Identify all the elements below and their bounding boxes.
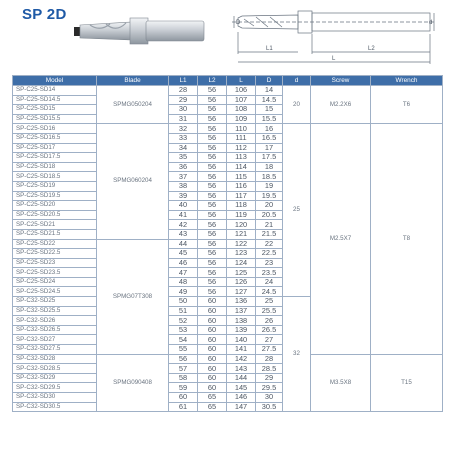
l1-cell: 42 bbox=[169, 220, 198, 230]
model-cell: SP-C25-SD17 bbox=[13, 143, 97, 153]
l2-cell: 65 bbox=[198, 402, 227, 412]
l1-cell: 61 bbox=[169, 402, 198, 412]
l1-cell: 39 bbox=[169, 191, 198, 201]
l1-cell: 50 bbox=[169, 297, 198, 307]
col-d-small-header: d bbox=[283, 76, 311, 86]
d-cell: 15.5 bbox=[256, 114, 283, 124]
model-cell: SP-C25-SD21.5 bbox=[13, 229, 97, 239]
model-cell: SP-C32-SD30 bbox=[13, 393, 97, 403]
col-wrench-header: Wrench bbox=[371, 76, 443, 86]
wrench-cell: T15 bbox=[371, 354, 443, 412]
model-cell: SP-C25-SD20 bbox=[13, 201, 97, 211]
l-cell: 145 bbox=[227, 383, 256, 393]
model-cell: SP-C25-SD19.5 bbox=[13, 191, 97, 201]
l-cell: 121 bbox=[227, 229, 256, 239]
l2-cell: 56 bbox=[198, 86, 227, 96]
d-cell: 29 bbox=[256, 373, 283, 383]
dimension-drawing bbox=[228, 6, 438, 68]
l1-cell: 58 bbox=[169, 373, 198, 383]
shank-d-cell: 25 bbox=[283, 124, 311, 297]
l1-cell: 43 bbox=[169, 229, 198, 239]
l1-cell: 33 bbox=[169, 133, 198, 143]
table-row bbox=[13, 124, 443, 134]
d-cell: 20 bbox=[256, 201, 283, 211]
l1-cell: 51 bbox=[169, 306, 198, 316]
l1-cell: 46 bbox=[169, 258, 198, 268]
l2-cell: 56 bbox=[198, 124, 227, 134]
d-cell: 29.5 bbox=[256, 383, 283, 393]
model-cell: SP-C32-SD29.5 bbox=[13, 383, 97, 393]
l2-cell: 56 bbox=[198, 210, 227, 220]
l1-cell: 47 bbox=[169, 268, 198, 278]
model-cell: SP-C32-SD27.5 bbox=[13, 345, 97, 355]
l2-cell: 60 bbox=[198, 297, 227, 307]
blade-cell: SPMG050204 bbox=[97, 86, 169, 124]
d-cell: 28 bbox=[256, 354, 283, 364]
d-cell: 22.5 bbox=[256, 249, 283, 259]
l1-cell: 44 bbox=[169, 239, 198, 249]
l2-cell: 56 bbox=[198, 105, 227, 115]
col-d-large-header: D bbox=[256, 76, 283, 86]
l-cell: 119 bbox=[227, 210, 256, 220]
l1-cell: 28 bbox=[169, 86, 198, 96]
l-cell: 108 bbox=[227, 105, 256, 115]
l1-cell: 29 bbox=[169, 95, 198, 105]
label-D: D bbox=[236, 20, 241, 26]
l1-cell: 56 bbox=[169, 354, 198, 364]
l-cell: 144 bbox=[227, 373, 256, 383]
l-cell: 117 bbox=[227, 191, 256, 201]
d-cell: 27 bbox=[256, 335, 283, 345]
l2-cell: 56 bbox=[198, 287, 227, 297]
l-cell: 143 bbox=[227, 364, 256, 374]
d-cell: 14.5 bbox=[256, 95, 283, 105]
d-cell: 17.5 bbox=[256, 153, 283, 163]
l2-cell: 56 bbox=[198, 268, 227, 278]
d-cell: 23 bbox=[256, 258, 283, 268]
l2-cell: 56 bbox=[198, 229, 227, 239]
l1-cell: 57 bbox=[169, 364, 198, 374]
d-cell: 21.5 bbox=[256, 229, 283, 239]
model-cell: SP-C25-SD22.5 bbox=[13, 249, 97, 259]
d-cell: 27.5 bbox=[256, 345, 283, 355]
model-cell: SP-C25-SD18 bbox=[13, 162, 97, 172]
l-cell: 110 bbox=[227, 124, 256, 134]
label-d: d bbox=[429, 20, 433, 26]
l2-cell: 60 bbox=[198, 364, 227, 374]
shank-d-cell: 20 bbox=[283, 86, 311, 124]
d-cell: 22 bbox=[256, 239, 283, 249]
l-cell: 118 bbox=[227, 201, 256, 211]
d-cell: 24.5 bbox=[256, 287, 283, 297]
l-cell: 140 bbox=[227, 335, 256, 345]
l-cell: 106 bbox=[227, 86, 256, 96]
l1-cell: 36 bbox=[169, 162, 198, 172]
l1-cell: 30 bbox=[169, 105, 198, 115]
l2-cell: 56 bbox=[198, 181, 227, 191]
model-cell: SP-C32-SD28 bbox=[13, 354, 97, 364]
drill-photo bbox=[70, 10, 210, 50]
d-cell: 30 bbox=[256, 393, 283, 403]
model-cell: SP-C25-SD16.5 bbox=[13, 133, 97, 143]
model-cell: SP-C32-SD25.5 bbox=[13, 306, 97, 316]
page-title: SP 2D bbox=[22, 6, 67, 23]
l2-cell: 56 bbox=[198, 153, 227, 163]
l1-cell: 60 bbox=[169, 393, 198, 403]
l-cell: 122 bbox=[227, 239, 256, 249]
model-cell: SP-C25-SD14.5 bbox=[13, 95, 97, 105]
l1-cell: 48 bbox=[169, 277, 198, 287]
wrench-cell: T6 bbox=[371, 86, 443, 124]
l-cell: 139 bbox=[227, 325, 256, 335]
d-cell: 26.5 bbox=[256, 325, 283, 335]
screw-cell: M2.2X6 bbox=[311, 86, 371, 124]
col-l-header: L bbox=[227, 76, 256, 86]
d-cell: 21 bbox=[256, 220, 283, 230]
table-header-row bbox=[13, 76, 443, 86]
label-L2: L2 bbox=[368, 46, 375, 52]
model-cell: SP-C25-SD24 bbox=[13, 277, 97, 287]
l-cell: 116 bbox=[227, 181, 256, 191]
label-L: L bbox=[332, 56, 336, 62]
l1-cell: 53 bbox=[169, 325, 198, 335]
l1-cell: 32 bbox=[169, 124, 198, 134]
l-cell: 107 bbox=[227, 95, 256, 105]
l1-cell: 55 bbox=[169, 345, 198, 355]
l2-cell: 56 bbox=[198, 239, 227, 249]
l-cell: 146 bbox=[227, 393, 256, 403]
model-cell: SP-C32-SD25 bbox=[13, 297, 97, 307]
model-cell: SP-C25-SD16 bbox=[13, 124, 97, 134]
model-cell: SP-C32-SD30.5 bbox=[13, 402, 97, 412]
d-cell: 18 bbox=[256, 162, 283, 172]
l2-cell: 60 bbox=[198, 373, 227, 383]
l1-cell: 54 bbox=[169, 335, 198, 345]
d-cell: 19.5 bbox=[256, 191, 283, 201]
table-row bbox=[13, 354, 443, 364]
l1-cell: 35 bbox=[169, 153, 198, 163]
d-cell: 26 bbox=[256, 316, 283, 326]
model-cell: SP-C25-SD23.5 bbox=[13, 268, 97, 278]
model-cell: SP-C25-SD21 bbox=[13, 220, 97, 230]
l1-cell: 49 bbox=[169, 287, 198, 297]
col-l1-header: L1 bbox=[169, 76, 198, 86]
l-cell: 136 bbox=[227, 297, 256, 307]
l1-cell: 45 bbox=[169, 249, 198, 259]
d-cell: 24 bbox=[256, 277, 283, 287]
d-cell: 30.5 bbox=[256, 402, 283, 412]
d-cell: 18.5 bbox=[256, 172, 283, 182]
model-cell: SP-C32-SD28.5 bbox=[13, 364, 97, 374]
l-cell: 112 bbox=[227, 143, 256, 153]
spec-table bbox=[12, 75, 443, 412]
l2-cell: 56 bbox=[198, 258, 227, 268]
table-row bbox=[13, 86, 443, 96]
d-cell: 25.5 bbox=[256, 306, 283, 316]
l1-cell: 59 bbox=[169, 383, 198, 393]
model-cell: SP-C25-SD17.5 bbox=[13, 153, 97, 163]
l-cell: 115 bbox=[227, 172, 256, 182]
model-cell: SP-C32-SD26 bbox=[13, 316, 97, 326]
d-cell: 20.5 bbox=[256, 210, 283, 220]
d-cell: 23.5 bbox=[256, 268, 283, 278]
l-cell: 111 bbox=[227, 133, 256, 143]
model-cell: SP-C25-SD14 bbox=[13, 86, 97, 96]
l2-cell: 60 bbox=[198, 325, 227, 335]
l2-cell: 56 bbox=[198, 114, 227, 124]
d-cell: 16 bbox=[256, 124, 283, 134]
l2-cell: 60 bbox=[198, 383, 227, 393]
l-cell: 113 bbox=[227, 153, 256, 163]
l2-cell: 56 bbox=[198, 172, 227, 182]
l2-cell: 56 bbox=[198, 95, 227, 105]
l-cell: 120 bbox=[227, 220, 256, 230]
l-cell: 141 bbox=[227, 345, 256, 355]
col-l2-header: L2 bbox=[198, 76, 227, 86]
d-cell: 19 bbox=[256, 181, 283, 191]
model-cell: SP-C25-SD23 bbox=[13, 258, 97, 268]
l-cell: 138 bbox=[227, 316, 256, 326]
l1-cell: 34 bbox=[169, 143, 198, 153]
l-cell: 109 bbox=[227, 114, 256, 124]
l2-cell: 60 bbox=[198, 345, 227, 355]
blade-cell: SPMG07T308 bbox=[97, 239, 169, 354]
l2-cell: 56 bbox=[198, 201, 227, 211]
d-cell: 25 bbox=[256, 297, 283, 307]
shank-d-cell: 32 bbox=[283, 297, 311, 412]
col-blade-header: Blade bbox=[97, 76, 169, 86]
model-cell: SP-C25-SD24.5 bbox=[13, 287, 97, 297]
l-cell: 123 bbox=[227, 249, 256, 259]
l-cell: 137 bbox=[227, 306, 256, 316]
d-cell: 15 bbox=[256, 105, 283, 115]
l2-cell: 56 bbox=[198, 277, 227, 287]
screw-cell: M2.5X7 bbox=[311, 124, 371, 354]
blade-cell: SPMG060204 bbox=[97, 124, 169, 239]
model-cell: SP-C25-SD20.5 bbox=[13, 210, 97, 220]
l-cell: 147 bbox=[227, 402, 256, 412]
l2-cell: 60 bbox=[198, 354, 227, 364]
model-cell: SP-C25-SD15.5 bbox=[13, 114, 97, 124]
l1-cell: 52 bbox=[169, 316, 198, 326]
l2-cell: 56 bbox=[198, 133, 227, 143]
d-cell: 16.5 bbox=[256, 133, 283, 143]
blade-cell: SPMG090408 bbox=[97, 354, 169, 412]
l1-cell: 40 bbox=[169, 201, 198, 211]
l1-cell: 38 bbox=[169, 181, 198, 191]
l2-cell: 56 bbox=[198, 220, 227, 230]
model-cell: SP-C25-SD19 bbox=[13, 181, 97, 191]
l2-cell: 65 bbox=[198, 393, 227, 403]
l2-cell: 56 bbox=[198, 191, 227, 201]
model-cell: SP-C32-SD27 bbox=[13, 335, 97, 345]
model-cell: SP-C25-SD15 bbox=[13, 105, 97, 115]
model-cell: SP-C32-SD26.5 bbox=[13, 325, 97, 335]
l2-cell: 60 bbox=[198, 316, 227, 326]
model-cell: SP-C32-SD29 bbox=[13, 373, 97, 383]
l2-cell: 56 bbox=[198, 249, 227, 259]
l2-cell: 60 bbox=[198, 335, 227, 345]
l1-cell: 41 bbox=[169, 210, 198, 220]
l-cell: 142 bbox=[227, 354, 256, 364]
l-cell: 114 bbox=[227, 162, 256, 172]
d-cell: 28.5 bbox=[256, 364, 283, 374]
screw-cell: M3.5X8 bbox=[311, 354, 371, 412]
l2-cell: 60 bbox=[198, 306, 227, 316]
d-cell: 17 bbox=[256, 143, 283, 153]
l1-cell: 31 bbox=[169, 114, 198, 124]
l-cell: 126 bbox=[227, 277, 256, 287]
l-cell: 124 bbox=[227, 258, 256, 268]
model-cell: SP-C25-SD18.5 bbox=[13, 172, 97, 182]
l-cell: 127 bbox=[227, 287, 256, 297]
l1-cell: 37 bbox=[169, 172, 198, 182]
col-screw-header: Screw bbox=[311, 76, 371, 86]
d-cell: 14 bbox=[256, 86, 283, 96]
l2-cell: 56 bbox=[198, 143, 227, 153]
l2-cell: 56 bbox=[198, 162, 227, 172]
col-model-header: Model bbox=[13, 76, 97, 86]
l-cell: 125 bbox=[227, 268, 256, 278]
wrench-cell: T8 bbox=[371, 124, 443, 354]
model-cell: SP-C25-SD22 bbox=[13, 239, 97, 249]
label-L1: L1 bbox=[266, 46, 273, 52]
